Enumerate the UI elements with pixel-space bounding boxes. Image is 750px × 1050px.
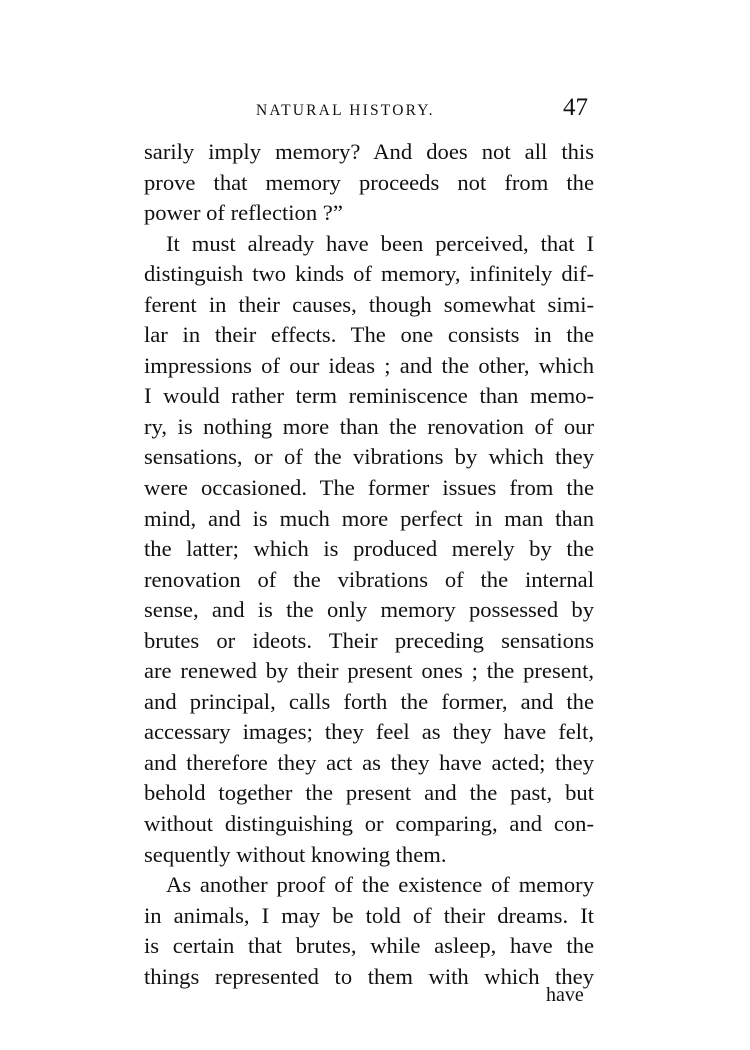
text-line: distinguish two kinds of memory, infinitely dif- (144, 261, 594, 287)
text-line: ferent in their causes, though somewhat simi- (144, 291, 594, 317)
text-line: is certain that brutes, while asleep, have the (144, 933, 594, 959)
text-line: and therefore they act as they have acted; they (144, 749, 594, 775)
text-line: are renewed by their present ones ; the present, (144, 658, 594, 684)
body-text (144, 137, 594, 992)
text-line: sensations, or of the vibrations by which they (144, 444, 594, 470)
catchword: have (546, 984, 584, 1006)
text-line: I would rather term reminiscence than memo- (144, 383, 594, 409)
text-line: sarily imply memory? And does not all this (144, 139, 594, 164)
text-line: power of reflection ?” (144, 200, 343, 226)
paragraph-first-line: As another proof of the existence of memory (166, 872, 594, 898)
text-line: mind, and is much more perfect in man than (144, 505, 594, 531)
text-line: in animals, I may be told of their dreams. It (144, 902, 594, 928)
text-line: behold together the present and the past, but (144, 780, 594, 806)
text-line: prove that memory proceeds not from the (144, 169, 594, 195)
text-line: without distinguishing or comparing, and con- (144, 811, 594, 837)
running-head (256, 94, 596, 128)
text-line: ry, is nothing more than the renovation of our (144, 413, 594, 439)
running-title: NATURAL HISTORY. (256, 102, 435, 119)
text-line: and principal, calls forth the former, and the (144, 688, 594, 714)
text-line: the latter; which is produced merely by the (144, 536, 594, 562)
page-number: 47 (563, 94, 588, 121)
text-line: were occasioned. The former issues from the (144, 475, 594, 501)
text-line: impressions of our ideas ; and the other, which (144, 352, 594, 378)
paragraph-first-line: It must already have been perceived, that I (166, 230, 594, 256)
text-line: renovation of the vibrations of the internal (144, 566, 594, 592)
text-line: brutes or ideots. Their preceding sensations (144, 627, 594, 653)
text-line: things represented to them with which they (144, 963, 594, 989)
text-line: accessary images; they feel as they have felt, (144, 719, 594, 745)
text-line: sense, and is the only memory possessed by (144, 597, 594, 623)
text-line: sequently without knowing them. (144, 841, 447, 867)
text-line: lar in their effects. The one consists in the (144, 322, 594, 348)
